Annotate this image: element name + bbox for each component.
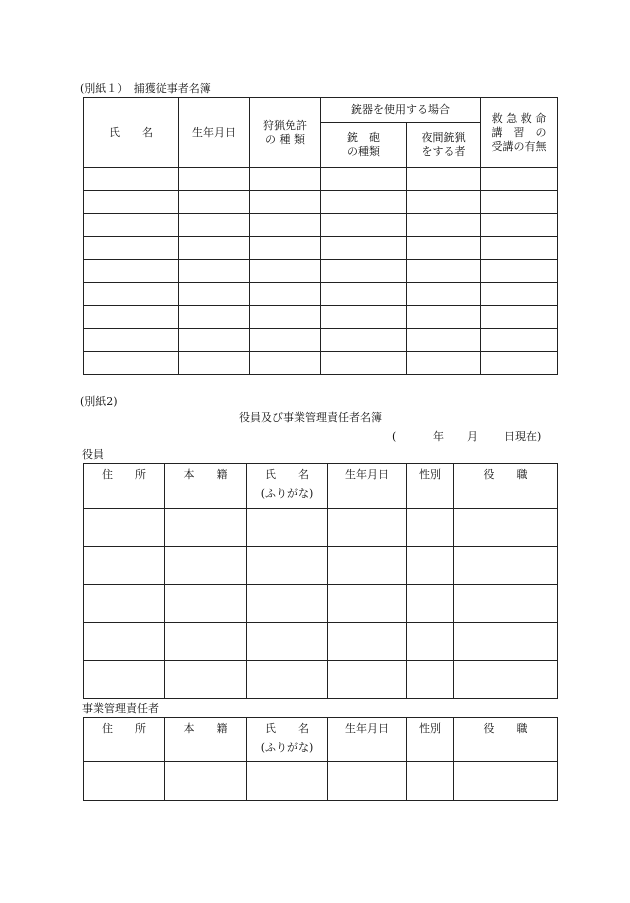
blank-cell[interactable] (407, 352, 481, 375)
hunters-roster-table (83, 97, 558, 375)
blank-cell[interactable] (179, 260, 250, 283)
blank-cell[interactable] (407, 623, 454, 661)
blank-cell[interactable] (454, 547, 558, 585)
blank-cell[interactable] (247, 509, 328, 547)
form2-label: (別紙2) (80, 395, 118, 408)
blank-cell[interactable] (179, 329, 250, 352)
hunters-roster-body (84, 168, 558, 375)
manager-header-furigana: (ふりがな) (260, 741, 314, 754)
officers-header-furigana: (ふりがな) (260, 487, 314, 500)
blank-cell[interactable] (407, 283, 481, 306)
table-row (84, 168, 558, 191)
blank-cell[interactable] (481, 329, 558, 352)
blank-cell[interactable] (407, 585, 454, 623)
table-row (84, 260, 558, 283)
header-gun-type-line2: の種類 (347, 145, 380, 158)
blank-cell[interactable] (407, 306, 481, 329)
form2-title: 役員及び事業管理責任者名簿 (239, 411, 382, 424)
blank-cell[interactable] (321, 329, 407, 352)
blank-cell[interactable] (250, 237, 321, 260)
header-birthdate: 生年月日 (179, 98, 250, 168)
blank-cell[interactable] (179, 191, 250, 214)
officers-label: 役員 (82, 448, 104, 461)
blank-cell[interactable] (481, 352, 558, 375)
table-row (84, 352, 558, 375)
blank-cell[interactable] (328, 623, 407, 661)
blank-cell[interactable] (481, 260, 558, 283)
manager-header-name (247, 718, 328, 762)
blank-cell[interactable] (407, 237, 481, 260)
blank-cell[interactable] (165, 509, 247, 547)
header-firstaid-line2: 講 習 の (491, 125, 547, 139)
date-month: 月 (467, 430, 478, 443)
blank-cell[interactable] (179, 283, 250, 306)
blank-cell[interactable] (247, 585, 328, 623)
manager-header-gender: 性別 (407, 718, 454, 762)
manager-header-address: 住 所 (84, 718, 165, 762)
blank-cell[interactable] (321, 214, 407, 237)
blank-cell[interactable] (321, 306, 407, 329)
date-year: 年 (433, 430, 444, 443)
blank-cell[interactable] (407, 260, 481, 283)
blank-cell[interactable] (165, 623, 247, 661)
blank-cell[interactable] (321, 237, 407, 260)
blank-cell[interactable] (84, 352, 179, 375)
officers-body (84, 509, 558, 699)
blank-cell[interactable] (481, 283, 558, 306)
manager-header-birthdate: 生年月日 (328, 718, 407, 762)
blank-cell[interactable] (328, 547, 407, 585)
blank-cell[interactable] (250, 329, 321, 352)
blank-cell[interactable] (454, 509, 558, 547)
blank-cell[interactable] (407, 191, 481, 214)
header-firstaid-line1: 救 急 救 命 (491, 111, 547, 125)
blank-cell[interactable] (247, 661, 328, 699)
header-night-line2: をする者 (421, 145, 466, 158)
blank-cell[interactable] (407, 168, 481, 191)
blank-cell[interactable] (328, 585, 407, 623)
table-row (84, 661, 558, 699)
blank-cell[interactable] (321, 283, 407, 306)
officers-header-gender: 性別 (407, 464, 454, 509)
officers-header-birthdate: 生年月日 (328, 464, 407, 509)
table-row (84, 306, 558, 329)
blank-cell[interactable] (328, 762, 407, 801)
manager-header-domicile: 本 籍 (165, 718, 247, 762)
manager-table (83, 717, 558, 801)
table-row (84, 547, 558, 585)
blank-cell[interactable] (84, 661, 165, 699)
blank-cell[interactable] (481, 306, 558, 329)
table-row (84, 237, 558, 260)
blank-cell[interactable] (84, 260, 179, 283)
blank-cell[interactable] (247, 547, 328, 585)
blank-cell[interactable] (84, 237, 179, 260)
officers-header-domicile: 本 籍 (165, 464, 247, 509)
blank-cell[interactable] (481, 168, 558, 191)
blank-cell[interactable] (407, 762, 454, 801)
header-license-line2: の 種 類 (265, 132, 305, 146)
blank-cell[interactable] (407, 509, 454, 547)
blank-cell[interactable] (454, 762, 558, 801)
manager-label: 事業管理責任者 (82, 702, 159, 715)
blank-cell[interactable] (84, 547, 165, 585)
blank-cell[interactable] (179, 168, 250, 191)
manager-header-position: 役 職 (454, 718, 558, 762)
blank-cell[interactable] (250, 260, 321, 283)
blank-cell[interactable] (250, 352, 321, 375)
blank-cell[interactable] (481, 214, 558, 237)
blank-cell[interactable] (84, 762, 165, 801)
header-gun-type-line1: 銃 砲 (347, 131, 380, 144)
officers-header-address: 住 所 (84, 464, 165, 509)
blank-cell[interactable] (407, 214, 481, 237)
header-night-hunting (407, 123, 481, 168)
blank-cell[interactable] (84, 623, 165, 661)
officers-header-position: 役 職 (454, 464, 558, 509)
form1-label: (別紙１） 捕獲従事者名簿 (80, 82, 211, 95)
blank-cell[interactable] (250, 306, 321, 329)
blank-cell[interactable] (84, 306, 179, 329)
blank-cell[interactable] (454, 585, 558, 623)
blank-cell[interactable] (84, 329, 179, 352)
blank-cell[interactable] (84, 168, 179, 191)
blank-cell[interactable] (165, 661, 247, 699)
blank-cell[interactable] (179, 352, 250, 375)
blank-cell[interactable] (84, 509, 165, 547)
blank-cell[interactable] (247, 762, 328, 801)
blank-cell[interactable] (454, 661, 558, 699)
blank-cell[interactable] (407, 329, 481, 352)
blank-cell[interactable] (250, 191, 321, 214)
table-row (84, 623, 558, 661)
table-row (84, 214, 558, 237)
blank-cell[interactable] (165, 762, 247, 801)
blank-cell[interactable] (165, 547, 247, 585)
header-license-line1: 狩猟免許 (263, 118, 307, 132)
officers-table (83, 463, 558, 699)
blank-cell[interactable] (407, 661, 454, 699)
officers-header-name-text: 氏 名 (265, 468, 309, 481)
blank-cell[interactable] (165, 585, 247, 623)
table-row (84, 329, 558, 352)
header-gun-type (321, 123, 407, 168)
blank-cell[interactable] (481, 237, 558, 260)
blank-cell[interactable] (84, 585, 165, 623)
blank-cell[interactable] (321, 168, 407, 191)
blank-cell[interactable] (84, 283, 179, 306)
table-row (84, 585, 558, 623)
blank-cell[interactable] (179, 306, 250, 329)
blank-cell[interactable] (84, 191, 179, 214)
header-name: 氏 名 (84, 98, 179, 168)
blank-cell[interactable] (321, 191, 407, 214)
blank-cell[interactable] (407, 547, 454, 585)
date-open: ( (392, 430, 397, 443)
blank-cell[interactable] (250, 214, 321, 237)
header-firstaid-line3: 受講の有無 (491, 139, 547, 153)
blank-cell[interactable] (321, 352, 407, 375)
manager-header-name-text: 氏 名 (265, 722, 309, 735)
blank-cell[interactable] (84, 214, 179, 237)
table-row (84, 762, 558, 801)
blank-cell[interactable] (328, 661, 407, 699)
officers-header-name (247, 464, 328, 509)
blank-cell[interactable] (321, 260, 407, 283)
header-license-type (250, 98, 321, 168)
blank-cell[interactable] (247, 623, 328, 661)
header-gun-use: 銃器を使用する場合 (321, 98, 481, 123)
blank-cell[interactable] (454, 623, 558, 661)
table-row (84, 283, 558, 306)
header-firstaid (481, 98, 558, 168)
blank-cell[interactable] (481, 191, 558, 214)
blank-cell[interactable] (250, 283, 321, 306)
blank-cell[interactable] (179, 237, 250, 260)
manager-body (84, 762, 558, 801)
blank-cell[interactable] (328, 509, 407, 547)
table-row (84, 191, 558, 214)
header-night-line1: 夜間銃猟 (421, 131, 466, 144)
blank-cell[interactable] (179, 214, 250, 237)
table-row (84, 509, 558, 547)
blank-cell[interactable] (250, 168, 321, 191)
date-close: 日現在) (504, 430, 542, 443)
